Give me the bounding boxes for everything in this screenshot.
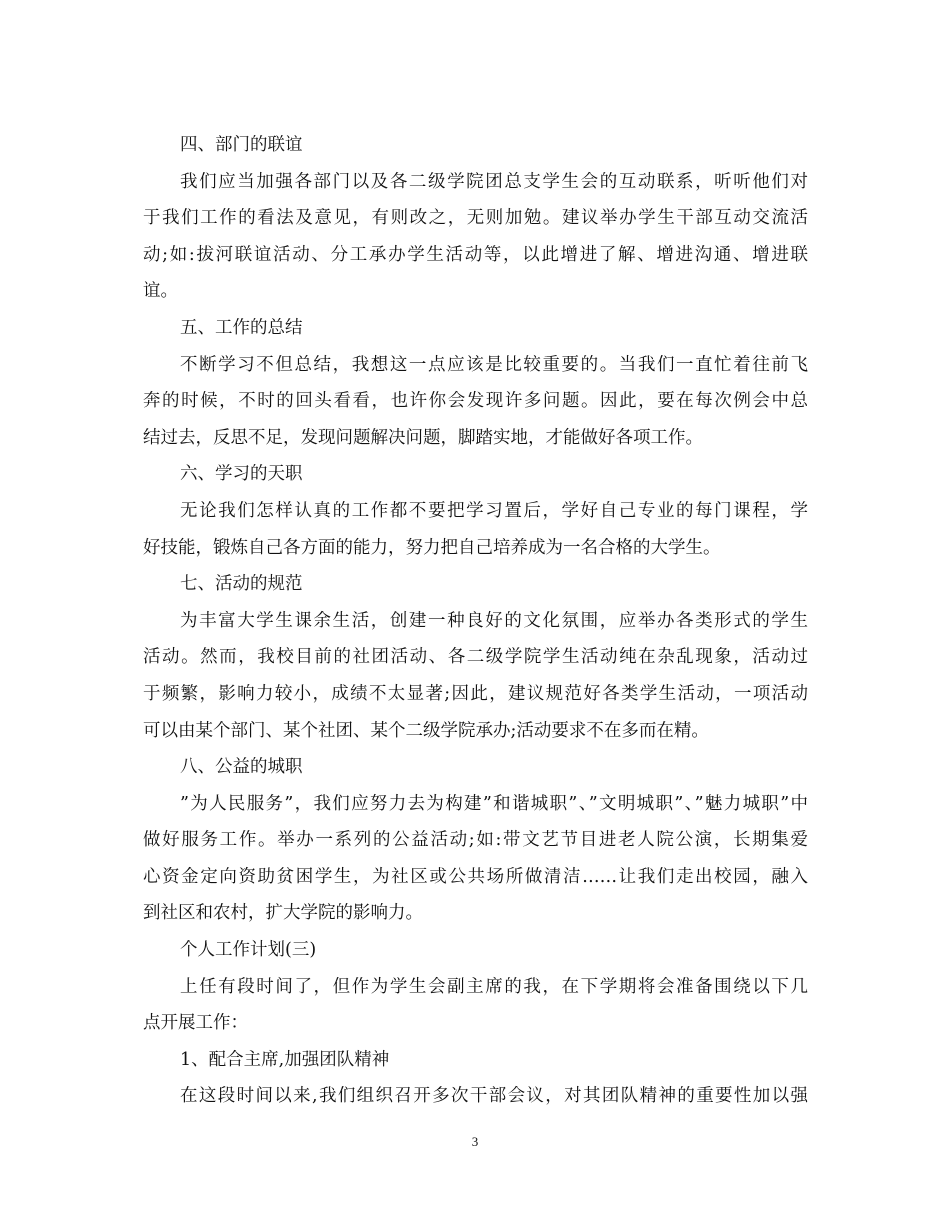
text-line: 无论我们怎样认真的工作都不要把学习置后，学好自己专业的每门课程，学	[180, 500, 808, 521]
text-line: 上任有段时间了，但作为学生会副主席的我，在下学期将会准备围绕以下几	[180, 976, 808, 997]
text-line: 八、公益的城职	[180, 757, 303, 778]
text-line: 活动。然而，我校目前的社团活动、各二级学院学生活动纯在杂乱现象，活动过	[143, 647, 808, 668]
text-line: 谊。	[143, 281, 178, 302]
document-body	[143, 127, 808, 1115]
text-line: 于频繁，影响力较小，成绩不太显著;因此，建议规范好各类学生活动，一项活动	[143, 683, 808, 704]
text-line: 于我们工作的看法及意见，有则改之，无则加勉。建议举办学生干部互动交流活	[143, 208, 808, 229]
text-line: 可以由某个部门、某个社团、某个二级学院承办;活动要求不在多而在精。	[143, 720, 709, 741]
text-line: 好技能，锻炼自己各方面的能力，努力把自己培养成为一名合格的大学生。	[143, 537, 721, 558]
text-line: 为丰富大学生课余生活，创建一种良好的文化氛围，应举办各类形式的学生	[180, 610, 808, 631]
text-line: 不断学习不但总结，我想这一点应该是比较重要的。当我们一直忙着往前飞	[180, 354, 808, 375]
text-line: 个人工作计划(三)	[180, 940, 317, 961]
page-number: 3	[471, 1134, 479, 1149]
text-line: 动;如:拔河联谊活动、分工承办学生活动等，以此增进了解、增进沟通、增进联	[143, 244, 808, 265]
text-line: 在这段时间以来,我们组织召开多次干部会议，对其团队精神的重要性加以强	[180, 1086, 808, 1107]
text-line: 做好服务工作。举办一系列的公益活动;如:带文艺节目进老人院公演，长期集爱	[143, 830, 808, 851]
text-line: ”为人民服务”，我们应努力去为构建”和谐城职”、”文明城职”、”魅力城职”中	[180, 793, 808, 814]
text-line: 到社区和农村，扩大学院的影响力。	[143, 903, 423, 924]
text-line: 七、活动的规范	[180, 574, 303, 595]
text-line: 1、配合主席,加强团队精神	[180, 1049, 390, 1070]
text-line: 点开展工作：	[143, 1013, 248, 1034]
text-line: 奔的时候，不时的回头看看，也许你会发现许多问题。因此，要在每次例会中总	[143, 391, 808, 412]
text-line: 六、学习的天职	[180, 464, 303, 485]
text-line: 四、部门的联谊	[180, 135, 303, 155]
text-line: 心资金定向资助贫困学生，为社区或公共场所做清洁……让我们走出校园，融入	[143, 866, 808, 887]
text-line: 结过去，反思不足，发现问题解决问题，脚踏实地，才能做好各项工作。	[143, 427, 703, 448]
text-line: 我们应当加强各部门以及各二级学院团总支学生会的互动联系，听听他们对	[180, 171, 808, 192]
text-line: 五、工作的总结	[180, 317, 303, 338]
